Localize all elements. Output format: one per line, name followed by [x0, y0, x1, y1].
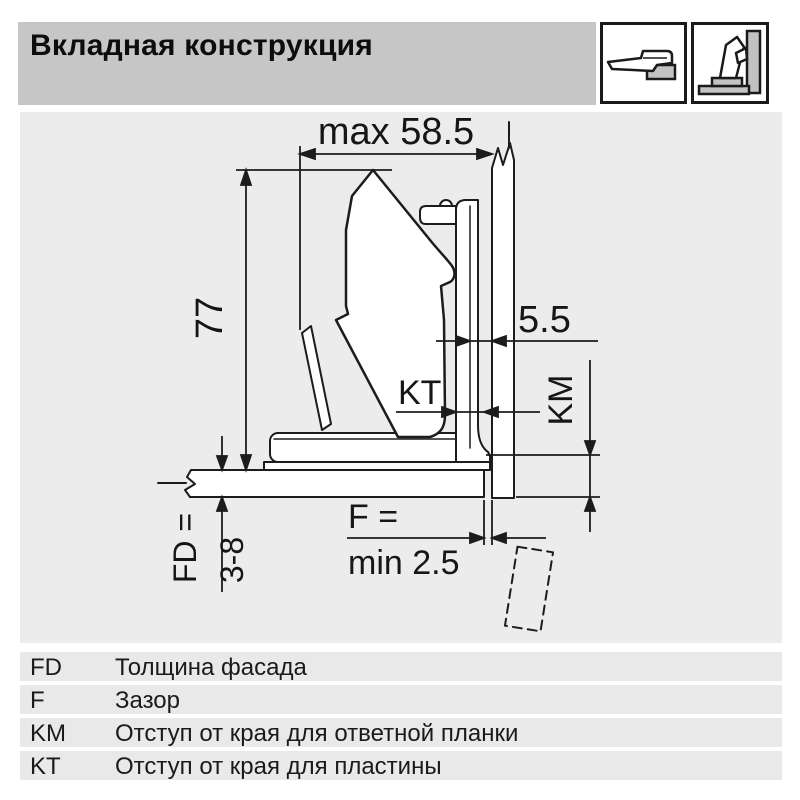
legend-desc: Отступ от края для ответной планки [115, 720, 519, 747]
legend-key: F [30, 687, 45, 714]
door-dashed-position [505, 547, 553, 632]
legend-desc: Толщина фасада [115, 654, 307, 681]
door-facade-panel [185, 470, 484, 497]
mounting-plate-body [270, 433, 478, 462]
closed-hinge-icon [600, 22, 687, 104]
construction-diagram [0, 100, 800, 650]
hinge-link [302, 326, 331, 430]
legend-key: KT [30, 753, 61, 780]
legend-row-f [20, 685, 782, 714]
page-title: Вкладная конструкция [30, 29, 373, 62]
hinge-cup-flange [456, 200, 490, 462]
closed-hinge-icon-svg [603, 25, 684, 101]
f-value: min 2.5 [348, 544, 460, 582]
legend-row-fd [20, 652, 782, 681]
legend [20, 652, 782, 784]
legend-desc: Отступ от края для пластины [115, 753, 442, 780]
hinge-cup-tab [420, 206, 456, 224]
open-hinge-icon [691, 22, 769, 104]
dim-5-5 [436, 336, 598, 346]
open-hinge-icon-svg [694, 25, 766, 101]
f-label: F = [348, 498, 399, 536]
fd-value: 3-8 [214, 536, 250, 584]
dim-width-label: max 58.5 [317, 111, 475, 153]
dim-panel-offset-label: 5.5 [518, 299, 571, 341]
fd-label: FD = [167, 512, 203, 584]
legend-row-kt [20, 751, 782, 780]
km-label: KM [542, 374, 580, 426]
legend-desc: Зазор [115, 687, 181, 714]
dim-height-label: 77 [189, 296, 231, 340]
legend-key: FD [30, 654, 62, 681]
kt-label: KT [398, 374, 442, 412]
cabinet-side-panel [492, 143, 514, 498]
legend-key: KM [30, 720, 66, 747]
mounting-plate-base [264, 462, 490, 470]
legend-row-km [20, 718, 782, 747]
header-bar [18, 22, 596, 105]
